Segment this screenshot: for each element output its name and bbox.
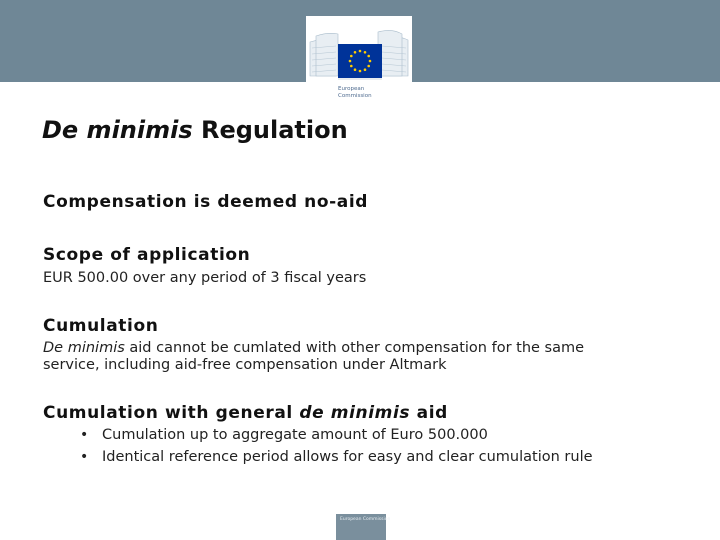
berlaymont-building-icon <box>306 16 412 86</box>
heading-no-aid: Compensation is deemed no-aid <box>43 192 369 212</box>
list-item <box>76 425 593 447</box>
cumulation-text-line-2: service, including aid-free compensation under Altmark <box>43 357 447 373</box>
heading-general-cumulation <box>43 403 448 423</box>
bullet-list <box>76 425 593 468</box>
heading-scope: Scope of application <box>43 245 251 265</box>
bullet-icon: • <box>80 427 89 443</box>
footer-logo <box>336 514 391 540</box>
title-rest: Regulation <box>192 116 348 144</box>
eu-flag-icon <box>338 44 382 78</box>
bullet-icon: • <box>80 448 89 465</box>
slide-title <box>42 116 348 144</box>
logo-line-1: European <box>338 86 365 92</box>
cumulation-italic: De minimis <box>43 340 125 356</box>
logo-wordmark <box>338 86 408 100</box>
bullet-text: Cumulation up to aggregate amount of Euro 500.000 <box>102 427 488 443</box>
footer-logo-text: European Commission <box>340 517 391 522</box>
list-item <box>76 447 593 469</box>
bullet-text: Identical reference period allows for easy and clear cumulation rule <box>102 448 593 465</box>
cumulation-rest: aid cannot be cumlated with other compensation for the same <box>124 340 585 356</box>
general-heading-italic: de minimis <box>299 403 411 423</box>
general-heading-post: aid <box>410 403 448 423</box>
scope-text: EUR 500.00 over any period of 3 fiscal years <box>43 270 367 286</box>
title-italic: De minimis <box>42 116 193 144</box>
logo-line-2: Commission <box>338 93 372 99</box>
general-heading-pre: Cumulation with general <box>43 403 300 423</box>
cumulation-text-line-1 <box>43 340 584 357</box>
heading-cumulation: Cumulation <box>43 316 159 336</box>
european-commission-logo <box>306 16 412 112</box>
